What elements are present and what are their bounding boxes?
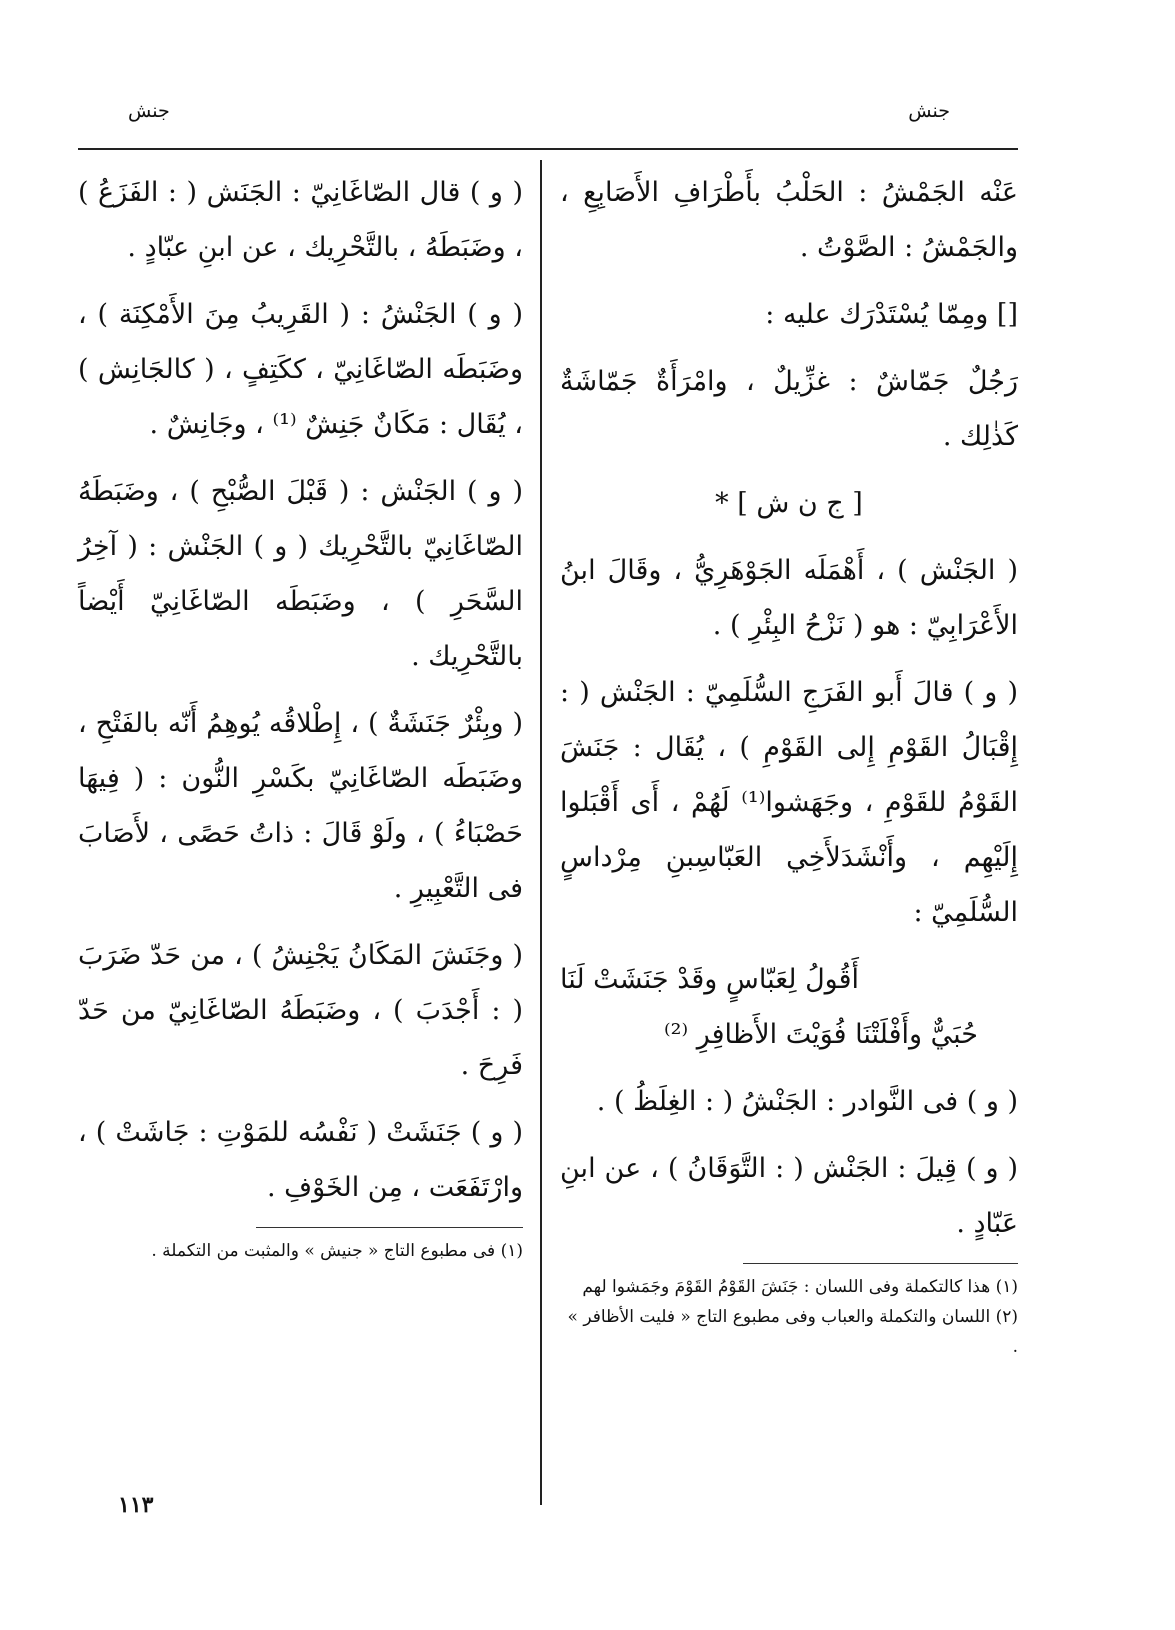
footnote: (١) هذا كالتكملة وفى اللسان : جَنَشَ القَوْمُ القَوْمَ وجَمَشوا لهم (582, 1277, 1018, 1297)
page-number: ١١٣ (118, 1492, 154, 1518)
footnote: (٢) اللسان والتكملة والعباب وفى مطبوع التاج « فليت الأظافر » . (567, 1307, 1018, 1357)
paragraph: ( و ) فى النَّوادر : الجَنْشُ ( : الغِلَظُ ) . (596, 1086, 1018, 1117)
paragraph: ( و ) جَنَشَتْ ( نَفْسُه للمَوْتِ : جَاشَتْ ) ، وارْتَفَعَت ، مِن الخَوْفِ . (78, 1117, 523, 1203)
paragraph: ( الجَنْش ) ، أَهْمَلَه الجَوْهَرِيُّ ، وقَالَ ابنُ الأَعْرَابِيّ : هو ( نَزْحُ البِئْرِ ) . (560, 555, 1018, 641)
paragraph: ( و ) الجَنْش : ( قَبْلَ الصُّبْحِ ) ، وضَبَطَهُ الصّاغَانِيّ بالتَّحْرِيك ( و ) الجَنْش : ( آخِرُ السَّحَرِ ) ، وضَبَطَه الصّاغَانِيّ أَيْضاً بالتَّحْرِيك . (78, 476, 523, 672)
paragraph: عَنْه الجَمْشُ : الحَلْبُ بأَطْرَافِ الأَصَابِعِ ، والجَمْشُ : الصَّوْتُ . (560, 177, 1018, 263)
paragraph: ( و ) قالَ أَبو الفَرَجِ السُّلَمِيّ : الجَنْش ( : إِقْبَالُ القَوْمِ إِلى القَوْمِ ) ، يُقَال : جَنَشَ القَوْمُ للقَوْمِ ، وجَهَشوا⁽¹⁾ لَهُمْ ، أَى أَقْبَلوا إِلَيْهِم ، وأَنْشَدَلأَخِي العَبّاسِبنِ مِرْداسٍ السُّلَمِيّ : (560, 677, 1018, 928)
header-rule (78, 148, 1018, 150)
verse-line: أَقُولُ لِعَبّاسٍ وقَدْ جَنَشَتْ لَنَا (560, 964, 860, 995)
paragraph: ( و ) قِيلَ : الجَنْش ( : التَّوَقَانُ ) ، عن ابنِ عَبّادٍ . (560, 1153, 1018, 1239)
right-column (560, 165, 1018, 1362)
footnote: (١) فى مطبوع التاج « جنيش » والمثبت من التكملة . (151, 1241, 523, 1261)
paragraph: ( و ) قال الصّاغَانِيّ : الجَنَش ( : الفَزَعُ ) ، وضَبَطَهُ ، بالتَّحْرِيك ، عن ابنِ عبّادٍ . (78, 177, 523, 263)
column-divider (540, 160, 542, 1505)
paragraph: ( وبِئْرٌ جَنَشَةٌ ) ، إِطْلاقُه يُوهِمُ أَنّه بالفَتْحِ ، وضَبَطَه الصّاغَانِيّ بكَسْرِ النُّون : ( فِيهَا حَصْبَاءُ ) ، ولَوْ قَالَ : ذاتُ حَصًى ، لأَصَابَ فى التَّعْبِيرِ . (78, 708, 523, 904)
running-header-right: جنش (908, 100, 950, 122)
verse-line: حُبَيٌّ وأَفْلَتْنَا فُوَيْتَ الأَظافِرِ ⁽²⁾ (664, 1019, 978, 1050)
footnote-rule (256, 1227, 523, 1228)
paragraph: ( وجَنَشَ المَكَانُ يَجْنِشُ ) ، من حَدّ ضَرَبَ ( : أَجْدَبَ ) ، وضَبَطَهُ الصّاغَانِيّ من حَدّ فَرِحَ . (78, 940, 523, 1081)
paragraph: [] ومِمّا يُسْتَدْرَك عليه : (765, 299, 1018, 330)
entry-heading: [ ج ن ش ] * (715, 488, 863, 519)
footnotes (78, 1236, 523, 1266)
footnotes (560, 1272, 1018, 1362)
paragraph: رَجُلٌ جَمّاشٌ : غزِّيلٌ ، وامْرَأَةٌ جَمّاشَةٌ كَذٰلِك . (560, 366, 1018, 452)
running-header-left: جنش (128, 100, 170, 122)
left-column (78, 165, 523, 1266)
paragraph: ( و ) الجَنْشُ : ( القَرِيبُ مِنَ الأَمْكِنَة ) ، وضَبَطَه الصّاغَانِيّ ، ككَتِفٍ ، ( كالجَانِش ) ، يُقَال : مَكَانٌ جَنِشٌ ⁽¹⁾ ، وجَانِشٌ . (78, 299, 523, 440)
poem-verse (560, 952, 1018, 1062)
footnote-rule (743, 1263, 1018, 1264)
